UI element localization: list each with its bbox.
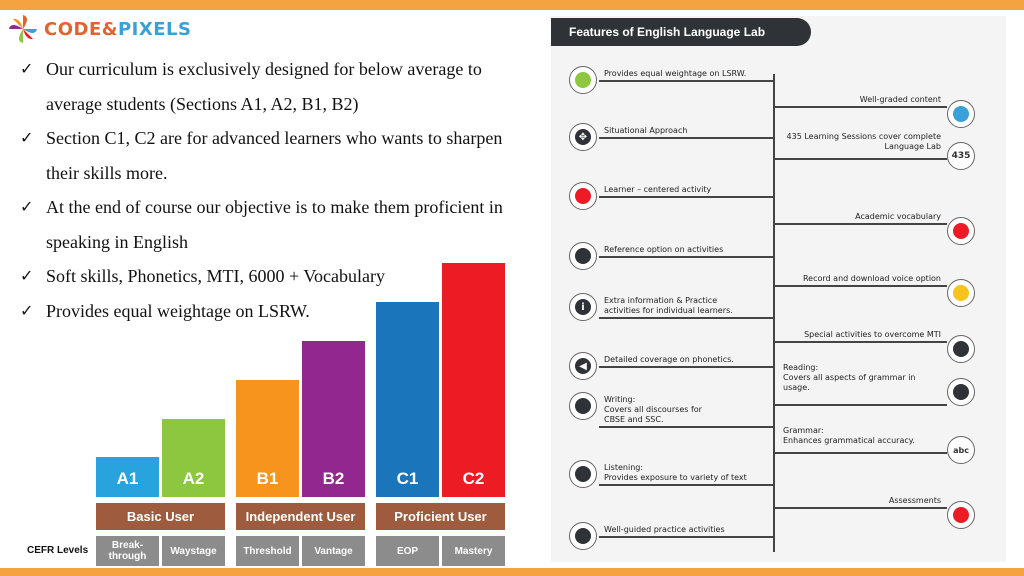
record-icon — [947, 279, 975, 307]
abc-icon — [947, 436, 975, 464]
bullet-text: Our curriculum is exclusively designed for below average to average students (Sections A1, A2, B1, B2) — [46, 59, 482, 114]
head-icon-glyph — [953, 341, 969, 357]
cefr-level-breakthrough: Break- through — [96, 536, 159, 566]
cefr-bar-label: C1 — [396, 469, 419, 488]
feature-label-right: Academic vocabulary — [855, 212, 941, 221]
features-panel — [551, 16, 1006, 562]
feature-label-left: Writing: Covers all discourses for CBSE and SSC. — [604, 395, 702, 424]
abc-icon-badge: abc — [953, 445, 969, 455]
feature-connector-left — [599, 80, 774, 82]
cefr-level-mastery: Mastery — [442, 536, 505, 566]
books-icon — [569, 66, 597, 94]
feature-label-right: Grammar: Enhances grammatical accuracy. — [783, 426, 915, 445]
reader-icon-glyph — [953, 384, 969, 400]
cefr-bar-label: B1 — [256, 469, 279, 488]
feature-label-right: 435 Learning Sessions cover complete Language Lab — [786, 132, 941, 151]
assessment-icon — [947, 501, 975, 529]
feature-connector-left — [599, 536, 774, 538]
practice-icon — [569, 522, 597, 550]
feature-label-left: Situational Approach — [604, 126, 688, 135]
feature-connector-left — [599, 366, 774, 368]
brand-amp: & — [101, 18, 118, 40]
feature-label-left: Detailed coverage on phonetics. — [604, 355, 734, 364]
feature-connector-left — [599, 426, 774, 428]
bullet-text: Soft skills, Phonetics, MTI, 6000 + Vocabulary — [46, 266, 385, 286]
assessment-icon-glyph — [953, 507, 969, 523]
cefr-bar-c1 — [376, 302, 439, 497]
bullet-text: Section C1, C2 are for advanced learners who wants to sharpen their skills more. — [46, 128, 503, 183]
learner-icon-glyph — [575, 188, 591, 204]
listener-icon-glyph — [575, 466, 591, 482]
cefr-bar-c2 — [442, 263, 505, 497]
bullet-text: At the end of course our objective is to make them proficient in speaking in English — [46, 197, 503, 252]
cefr-bar-label: B2 — [322, 469, 345, 488]
cefr-level-vantage: Vantage — [302, 536, 365, 566]
cefr-bar-b1 — [236, 380, 299, 497]
cefr-bar-a1 — [96, 457, 159, 497]
cefr-level-waystage: Waystage — [162, 536, 225, 566]
feature-label-left: Listening: Provides exposure to variety of text — [604, 463, 747, 482]
feature-connector-left — [599, 256, 774, 258]
head-icon — [947, 335, 975, 363]
check-icon: ✓ — [20, 266, 34, 285]
folder-icon — [947, 217, 975, 245]
feature-connector-right — [774, 507, 947, 509]
feature-label-left: Provides equal weightage on LSRW. — [604, 69, 747, 78]
feature-connector-right — [774, 452, 947, 454]
feature-label-right: Reading: Covers all aspects of grammar in usage. — [783, 363, 916, 392]
brand-code: CODE — [44, 18, 102, 40]
graded-icon-glyph — [953, 106, 969, 122]
check-icon: ✓ — [20, 300, 34, 320]
cefr-group-basic-user: Basic User — [96, 503, 225, 530]
bullet-text: Provides equal weightage on LSRW. — [46, 300, 310, 321]
cefr-bar-a2 — [162, 419, 225, 497]
feature-label-right: Record and download voice option — [802, 274, 941, 283]
writer-icon-glyph — [575, 398, 591, 414]
feature-label-left: Well-guided practice activities — [604, 525, 725, 534]
info-icon — [569, 293, 597, 321]
cefr-bar-label: C2 — [462, 469, 485, 488]
feature-label-right: Well-graded content — [859, 95, 941, 104]
check-icon: ✓ — [20, 59, 34, 78]
feature-connector-right — [774, 285, 947, 287]
cefr-group-proficient-user: Proficient User — [376, 503, 505, 530]
speaker-icon — [569, 352, 597, 380]
features-title: Features of English Language Lab — [551, 18, 811, 46]
cefr-bar-label: A1 — [116, 469, 139, 488]
check-icon: ✓ — [20, 128, 34, 147]
feature-label-left: Learner – centered activity — [604, 185, 712, 194]
sessions-icon-badge: 435 — [951, 151, 971, 161]
cefr-bar-label: A2 — [182, 469, 205, 488]
cefr-level-threshold: Threshold — [236, 536, 299, 566]
speaker-icon-glyph: ◀ — [575, 358, 591, 374]
info-icon-glyph: i — [575, 299, 591, 315]
users-icon — [569, 242, 597, 270]
reader-icon — [947, 378, 975, 406]
books-icon-glyph — [575, 72, 591, 88]
feature-connector-right — [774, 341, 947, 343]
feature-label-right: Special activities to overcome MTI — [804, 330, 941, 339]
feature-connector-right — [774, 404, 947, 406]
folder-icon-glyph — [953, 223, 969, 239]
brand-pixels: PIXELS — [117, 18, 192, 40]
feature-connector-left — [599, 317, 774, 319]
users-icon-glyph — [575, 248, 591, 264]
feature-label-left: Reference option on activities — [604, 245, 724, 254]
arrows-icon — [569, 123, 597, 151]
sessions-icon — [947, 142, 975, 170]
learner-icon — [569, 182, 597, 210]
cefr-group-independent-user: Independent User — [236, 503, 365, 530]
feature-label-left: Extra information & Practice activities for individual learners. — [604, 296, 733, 315]
feature-connector-right — [774, 158, 947, 160]
features-trunk-line — [773, 74, 775, 552]
feature-connector-right — [774, 106, 947, 108]
feature-connector-right — [774, 223, 947, 225]
feature-label-right: Assessments — [888, 496, 941, 505]
cefr-level-eop: EOP — [376, 536, 439, 566]
arrows-icon-glyph: ✥ — [575, 129, 591, 145]
cefr-levels-title: CEFR Levels — [27, 545, 89, 556]
check-icon: ✓ — [20, 197, 34, 216]
record-icon-glyph — [953, 285, 969, 301]
cefr-bar-b2 — [302, 341, 365, 497]
feature-connector-left — [599, 196, 774, 198]
practice-icon-glyph — [575, 528, 591, 544]
listener-icon — [569, 460, 597, 488]
graded-icon — [947, 100, 975, 128]
feature-connector-left — [599, 484, 774, 486]
writer-icon — [569, 392, 597, 420]
feature-connector-left — [599, 137, 774, 139]
